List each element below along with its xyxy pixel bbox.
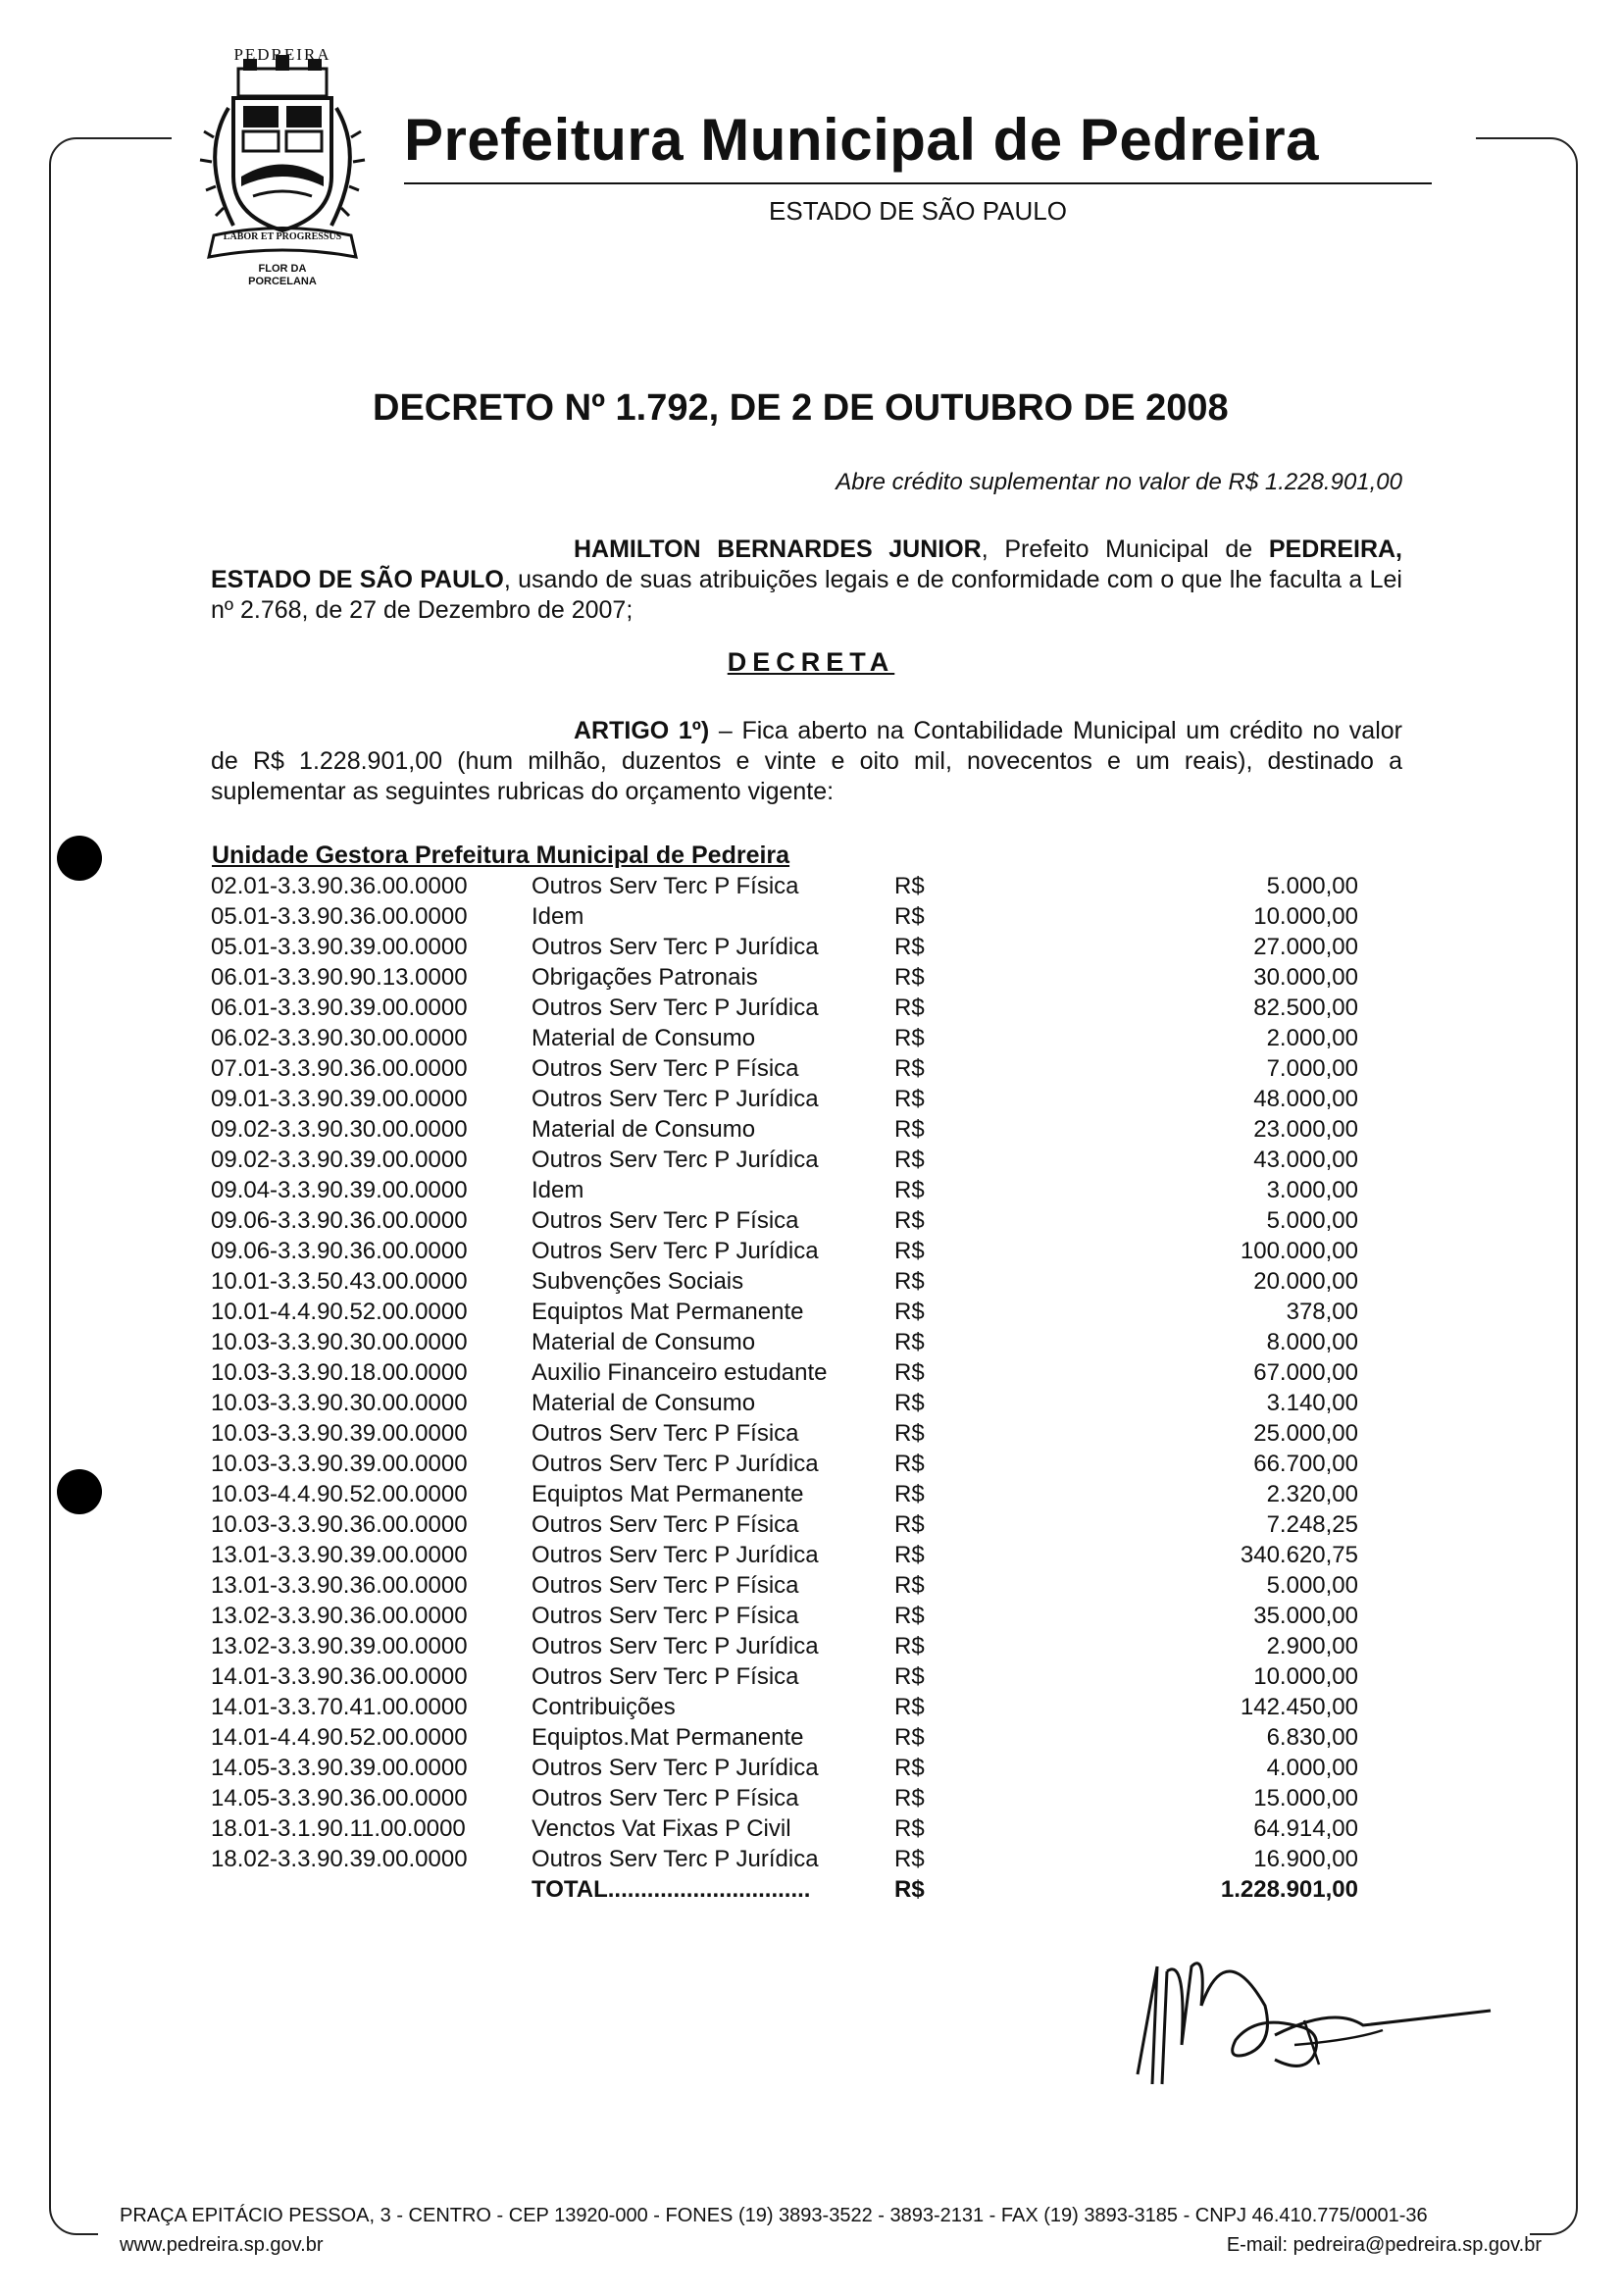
row-description: Outros Serv Terc P Física xyxy=(532,1603,799,1629)
row-amount: 3.140,00 xyxy=(1266,1390,1358,1416)
row-description: Outros Serv Terc P Física xyxy=(532,1663,799,1690)
row-amount: 2.000,00 xyxy=(1266,1025,1358,1051)
row-code: 10.03-3.3.90.39.00.0000 xyxy=(211,1451,468,1477)
municipal-crest xyxy=(184,39,380,287)
municipality-name: PEDREIRA, ESTADO DE SÃO PAULO xyxy=(211,536,1402,593)
row-amount: 16.900,00 xyxy=(1253,1846,1358,1872)
row-currency: R$ xyxy=(894,1116,925,1143)
table-row xyxy=(211,1145,1358,1175)
table-row xyxy=(211,1449,1358,1479)
crest-icon xyxy=(184,39,380,284)
row-amount: 6.830,00 xyxy=(1266,1724,1358,1751)
row-description: Outros Serv Terc P Física xyxy=(532,873,799,899)
table-row xyxy=(211,871,1358,901)
row-description: Outros Serv Terc P Física xyxy=(532,1785,799,1811)
crest-top-text: PEDREIRA xyxy=(233,45,331,64)
decree-heading: DECRETO Nº 1.792, DE 2 DE OUTUBRO DE 2008 xyxy=(373,387,1229,429)
row-description: Equiptos Mat Permanente xyxy=(532,1481,804,1507)
intro-text-1: , Prefeito Municipal de xyxy=(981,536,1253,563)
table-row xyxy=(211,932,1358,962)
row-code: 09.02-3.3.90.39.00.0000 xyxy=(211,1147,468,1173)
row-currency: R$ xyxy=(894,934,925,960)
table-row xyxy=(211,1023,1358,1053)
row-currency: R$ xyxy=(894,1451,925,1477)
row-amount: 100.000,00 xyxy=(1240,1238,1358,1264)
row-code: 10.03-4.4.90.52.00.0000 xyxy=(211,1481,468,1507)
row-currency: R$ xyxy=(894,1755,925,1781)
row-amount: 64.914,00 xyxy=(1253,1815,1358,1842)
row-amount: 7.000,00 xyxy=(1266,1055,1358,1082)
row-currency: R$ xyxy=(894,1511,925,1538)
row-description: Outros Serv Terc P Jurídica xyxy=(532,1238,819,1264)
row-amount: 5.000,00 xyxy=(1266,1207,1358,1234)
row-description: Equiptos Mat Permanente xyxy=(532,1299,804,1325)
row-amount: 20.000,00 xyxy=(1253,1268,1358,1295)
row-code: 10.01-3.3.50.43.00.0000 xyxy=(211,1268,468,1295)
row-code: 10.03-3.3.90.30.00.0000 xyxy=(211,1390,468,1416)
table-row xyxy=(211,1053,1358,1084)
row-description: Outros Serv Terc P Física xyxy=(532,1055,799,1082)
row-code: 07.01-3.3.90.36.00.0000 xyxy=(211,1055,468,1082)
row-description: Outros Serv Terc P Jurídica xyxy=(532,995,819,1021)
row-description: Material de Consumo xyxy=(532,1116,756,1143)
row-code: 14.01-3.3.70.41.00.0000 xyxy=(211,1694,468,1720)
row-currency: R$ xyxy=(894,1086,925,1112)
table-row xyxy=(211,1327,1358,1357)
row-description: Subvenções Sociais xyxy=(532,1268,744,1295)
row-currency: R$ xyxy=(894,1299,925,1325)
table-row xyxy=(211,1601,1358,1631)
row-code: 18.02-3.3.90.39.00.0000 xyxy=(211,1846,468,1872)
page-title: Prefeitura Municipal de Pedreira xyxy=(404,107,1319,173)
row-currency: R$ xyxy=(894,1055,925,1082)
table-row xyxy=(211,962,1358,993)
row-code: 14.05-3.3.90.39.00.0000 xyxy=(211,1755,468,1781)
row-description: Outros Serv Terc P Física xyxy=(532,1511,799,1538)
row-amount: 35.000,00 xyxy=(1253,1603,1358,1629)
row-currency: R$ xyxy=(894,1542,925,1568)
row-currency: R$ xyxy=(894,1238,925,1264)
row-code: 13.01-3.3.90.39.00.0000 xyxy=(211,1542,468,1568)
row-code: 09.04-3.3.90.39.00.0000 xyxy=(211,1177,468,1203)
table-row xyxy=(211,1570,1358,1601)
table-row xyxy=(211,1813,1358,1844)
row-description: Material de Consumo xyxy=(532,1025,756,1051)
row-amount: 10.000,00 xyxy=(1253,1663,1358,1690)
row-code: 18.01-3.1.90.11.00.0000 xyxy=(211,1815,466,1842)
signature xyxy=(1128,1947,1500,2094)
row-description: Outros Serv Terc P Jurídica xyxy=(532,1451,819,1477)
row-currency: R$ xyxy=(894,1359,925,1386)
row-currency: R$ xyxy=(894,995,925,1021)
row-description: Outros Serv Terc P Jurídica xyxy=(532,1755,819,1781)
row-currency: R$ xyxy=(894,1815,925,1842)
table-row xyxy=(211,901,1358,932)
crest-caption xyxy=(184,263,380,288)
row-description: Outros Serv Terc P Jurídica xyxy=(532,1633,819,1659)
row-code: 10.03-3.3.90.30.00.0000 xyxy=(211,1329,468,1355)
footer-address: PRAÇA EPITÁCIO PESSOA, 3 - CENTRO - CEP 13920-000 - FONES (19) 3893-3522 - 3893-2131 - FAX (19) 3893-3185 - CNPJ 46.410.775/0001-36 xyxy=(120,2205,1428,2226)
row-description: Obrigações Patronais xyxy=(532,964,758,991)
total-row xyxy=(211,1874,1358,1905)
row-code: 10.03-3.3.90.36.00.0000 xyxy=(211,1511,468,1538)
row-amount: 142.450,00 xyxy=(1240,1694,1358,1720)
row-currency: R$ xyxy=(894,873,925,899)
unit-heading: Unidade Gestora Prefeitura Municipal de Pedreira xyxy=(212,842,790,869)
row-amount: 10.000,00 xyxy=(1253,903,1358,930)
row-code: 13.01-3.3.90.36.00.0000 xyxy=(211,1572,468,1599)
table-row xyxy=(211,1084,1358,1114)
row-amount: 30.000,00 xyxy=(1253,964,1358,991)
row-amount: 67.000,00 xyxy=(1253,1359,1358,1386)
table-row xyxy=(211,1114,1358,1145)
row-amount: 2.900,00 xyxy=(1266,1633,1358,1659)
row-code: 10.01-4.4.90.52.00.0000 xyxy=(211,1299,468,1325)
row-description: Equiptos.Mat Permanente xyxy=(532,1724,804,1751)
row-description: Outros Serv Terc P Jurídica xyxy=(532,1542,819,1568)
row-code: 06.01-3.3.90.39.00.0000 xyxy=(211,995,468,1021)
table-row xyxy=(211,1205,1358,1236)
mayor-name: HAMILTON BERNARDES JUNIOR xyxy=(574,536,982,563)
row-code: 09.01-3.3.90.39.00.0000 xyxy=(211,1086,468,1112)
row-description: Outros Serv Terc P Física xyxy=(532,1207,799,1234)
row-code: 13.02-3.3.90.36.00.0000 xyxy=(211,1603,468,1629)
row-currency: R$ xyxy=(894,1390,925,1416)
decree-summary: Abre crédito suplementar no valor de R$ 1.228.901,00 xyxy=(836,469,1402,495)
row-code: 10.03-3.3.90.39.00.0000 xyxy=(211,1420,468,1447)
row-description: Outros Serv Terc P Física xyxy=(532,1572,799,1599)
crest-caption-line-1: FLOR DA xyxy=(258,263,307,275)
row-currency: R$ xyxy=(894,1025,925,1051)
crest-caption-line-2: PORCELANA xyxy=(248,276,317,287)
row-amount: 25.000,00 xyxy=(1253,1420,1358,1447)
punch-hole xyxy=(57,1469,102,1514)
footer-website[interactable]: www.pedreira.sp.gov.br xyxy=(120,2234,324,2256)
row-description: Idem xyxy=(532,1177,584,1203)
row-description: Outros Serv Terc P Jurídica xyxy=(532,1086,819,1112)
table-row xyxy=(211,1661,1358,1692)
row-currency: R$ xyxy=(894,1724,925,1751)
row-code: 09.02-3.3.90.30.00.0000 xyxy=(211,1116,468,1143)
row-description: Idem xyxy=(532,903,584,930)
row-amount: 340.620,75 xyxy=(1240,1542,1358,1568)
table-row xyxy=(211,1357,1358,1388)
row-amount: 43.000,00 xyxy=(1253,1147,1358,1173)
title-underline xyxy=(404,182,1432,184)
table-row xyxy=(211,1540,1358,1570)
decreta-heading: DECRETA xyxy=(727,647,895,677)
row-description: Outros Serv Terc P Jurídica xyxy=(532,1846,819,1872)
row-currency: R$ xyxy=(894,1268,925,1295)
row-code: 14.05-3.3.90.36.00.0000 xyxy=(211,1785,468,1811)
row-code: 02.01-3.3.90.36.00.0000 xyxy=(211,873,468,899)
article-label: ARTIGO 1º) xyxy=(574,717,710,744)
row-amount: 5.000,00 xyxy=(1266,873,1358,899)
row-currency: R$ xyxy=(894,1329,925,1355)
state-subtitle: ESTADO DE SÃO PAULO xyxy=(769,196,1067,226)
row-currency: R$ xyxy=(894,1846,925,1872)
row-description: Outros Serv Terc P Física xyxy=(532,1420,799,1447)
row-code: 06.01-3.3.90.90.13.0000 xyxy=(211,964,468,991)
row-description: Material de Consumo xyxy=(532,1390,756,1416)
row-currency: R$ xyxy=(894,1420,925,1447)
row-amount: 15.000,00 xyxy=(1253,1785,1358,1811)
row-amount: 27.000,00 xyxy=(1253,934,1358,960)
punch-hole xyxy=(57,836,102,881)
intro-text-2: , usando de suas atribuições legais e de conformidade com o que lhe faculta a Lei nº 2.768, de 27 de Dezembro de 2007; xyxy=(211,566,1402,624)
row-currency: R$ xyxy=(894,1572,925,1599)
table-row xyxy=(211,1844,1358,1874)
row-code: 09.06-3.3.90.36.00.0000 xyxy=(211,1238,468,1264)
row-code: 10.03-3.3.90.18.00.0000 xyxy=(211,1359,468,1386)
row-amount: 82.500,00 xyxy=(1253,995,1358,1021)
table-row xyxy=(211,1175,1358,1205)
row-code: 13.02-3.3.90.39.00.0000 xyxy=(211,1633,468,1659)
row-currency: R$ xyxy=(894,1603,925,1629)
row-amount: 66.700,00 xyxy=(1253,1451,1358,1477)
article-paragraph xyxy=(211,716,1402,807)
table-row xyxy=(211,1388,1358,1418)
table-row xyxy=(211,1236,1358,1266)
row-amount: 4.000,00 xyxy=(1266,1755,1358,1781)
row-amount: 23.000,00 xyxy=(1253,1116,1358,1143)
row-currency: R$ xyxy=(894,903,925,930)
row-description: Auxilio Financeiro estudante xyxy=(532,1359,828,1386)
table-row xyxy=(211,1266,1358,1297)
row-amount: 48.000,00 xyxy=(1253,1086,1358,1112)
row-description: Outros Serv Terc P Jurídica xyxy=(532,934,819,960)
article-text: – Fica aberto na Contabilidade Municipal um crédito no valor de R$ 1.228.901,00 (hum milhão, duzentos e vinte e oito mil, novecentos e um reais), destinado a suplementar as seguintes rubricas do orçamento vigente: xyxy=(211,717,1402,805)
row-description: Material de Consumo xyxy=(532,1329,756,1355)
row-amount: 3.000,00 xyxy=(1266,1177,1358,1203)
total-label: TOTAL............................... xyxy=(532,1876,811,1903)
row-description: Outros Serv Terc P Jurídica xyxy=(532,1147,819,1173)
crest-motto: LABOR ET PROGRESSUS xyxy=(223,231,342,242)
table-row xyxy=(211,1753,1358,1783)
row-currency: R$ xyxy=(894,1147,925,1173)
table-row xyxy=(211,1783,1358,1813)
row-currency: R$ xyxy=(894,1694,925,1720)
row-currency: R$ xyxy=(894,1663,925,1690)
row-amount: 2.320,00 xyxy=(1266,1481,1358,1507)
table-row xyxy=(211,1692,1358,1722)
row-currency: R$ xyxy=(894,1177,925,1203)
row-code: 05.01-3.3.90.39.00.0000 xyxy=(211,934,468,960)
footer-contacts xyxy=(120,2234,1542,2257)
table-row xyxy=(211,1509,1358,1540)
row-currency: R$ xyxy=(894,1481,925,1507)
row-description: Venctos Vat Fixas P Civil xyxy=(532,1815,791,1842)
table-row xyxy=(211,1418,1358,1449)
row-amount: 7.248,25 xyxy=(1266,1511,1358,1538)
table-row xyxy=(211,1631,1358,1661)
row-currency: R$ xyxy=(894,1633,925,1659)
appropriation-table xyxy=(211,871,1358,1905)
total-currency: R$ xyxy=(894,1876,925,1903)
row-code: 09.06-3.3.90.36.00.0000 xyxy=(211,1207,468,1234)
row-description: Contribuições xyxy=(532,1694,676,1720)
intro-paragraph xyxy=(211,535,1402,626)
total-amount: 1.228.901,00 xyxy=(1220,1876,1358,1903)
table-row xyxy=(211,993,1358,1023)
row-amount: 8.000,00 xyxy=(1266,1329,1358,1355)
table-row xyxy=(211,1722,1358,1753)
row-currency: R$ xyxy=(894,1785,925,1811)
row-code: 14.01-4.4.90.52.00.0000 xyxy=(211,1724,468,1751)
table-row xyxy=(211,1479,1358,1509)
row-code: 05.01-3.3.90.36.00.0000 xyxy=(211,903,468,930)
row-amount: 5.000,00 xyxy=(1266,1572,1358,1599)
row-currency: R$ xyxy=(894,964,925,991)
row-currency: R$ xyxy=(894,1207,925,1234)
footer-email[interactable]: E-mail: pedreira@pedreira.sp.gov.br xyxy=(1226,2234,1542,2256)
table-row xyxy=(211,1297,1358,1327)
row-code: 06.02-3.3.90.30.00.0000 xyxy=(211,1025,468,1051)
row-code: 14.01-3.3.90.36.00.0000 xyxy=(211,1663,468,1690)
row-amount: 378,00 xyxy=(1286,1299,1358,1325)
